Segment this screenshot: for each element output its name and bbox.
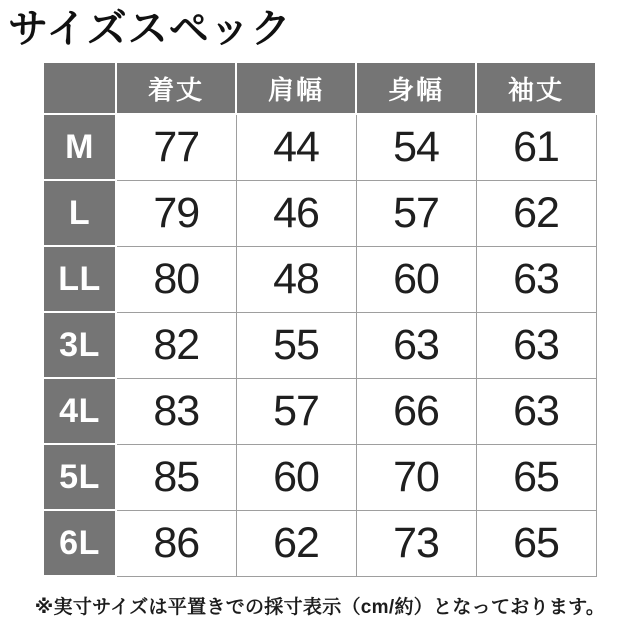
value-cell: 73	[356, 510, 476, 576]
value-cell: 46	[236, 180, 356, 246]
value-cell: 55	[236, 312, 356, 378]
table-header	[43, 62, 596, 114]
size-label: 4L	[43, 378, 116, 444]
value-cell: 63	[476, 246, 596, 312]
size-label: 3L	[43, 312, 116, 378]
table-row	[43, 114, 596, 180]
table-row	[43, 246, 596, 312]
measurement-footnote: ※実寸サイズは平置きでの採寸表示（cm/約）となっております。	[34, 597, 606, 618]
table-body	[43, 114, 596, 576]
size-label: L	[43, 180, 116, 246]
value-cell: 65	[476, 510, 596, 576]
value-cell: 54	[356, 114, 476, 180]
value-cell: 60	[356, 246, 476, 312]
value-cell: 85	[116, 444, 236, 510]
header-row	[43, 62, 596, 114]
value-cell: 61	[476, 114, 596, 180]
value-cell: 44	[236, 114, 356, 180]
value-cell: 82	[116, 312, 236, 378]
table-row	[43, 312, 596, 378]
value-cell: 77	[116, 114, 236, 180]
value-cell: 70	[356, 444, 476, 510]
table-row	[43, 510, 596, 576]
size-label: M	[43, 114, 116, 180]
size-label: LL	[43, 246, 116, 312]
value-cell: 63	[476, 378, 596, 444]
value-cell: 66	[356, 378, 476, 444]
value-cell: 79	[116, 180, 236, 246]
corner-cell	[43, 62, 116, 114]
value-cell: 57	[236, 378, 356, 444]
value-cell: 83	[116, 378, 236, 444]
value-cell: 80	[116, 246, 236, 312]
column-header-body-width: 身幅	[356, 62, 476, 114]
table-row	[43, 444, 596, 510]
size-label: 6L	[43, 510, 116, 576]
value-cell: 62	[476, 180, 596, 246]
table-row	[43, 378, 596, 444]
column-header-sleeve-length: 袖丈	[476, 62, 596, 114]
page-title: サイズスペック	[8, 7, 292, 51]
value-cell: 86	[116, 510, 236, 576]
size-spec-table	[42, 61, 597, 577]
table-row	[43, 180, 596, 246]
size-label: 5L	[43, 444, 116, 510]
column-header-body-length: 着丈	[116, 62, 236, 114]
value-cell: 60	[236, 444, 356, 510]
value-cell: 62	[236, 510, 356, 576]
column-header-shoulder-width: 肩幅	[236, 62, 356, 114]
value-cell: 63	[476, 312, 596, 378]
value-cell: 65	[476, 444, 596, 510]
value-cell: 48	[236, 246, 356, 312]
value-cell: 57	[356, 180, 476, 246]
value-cell: 63	[356, 312, 476, 378]
